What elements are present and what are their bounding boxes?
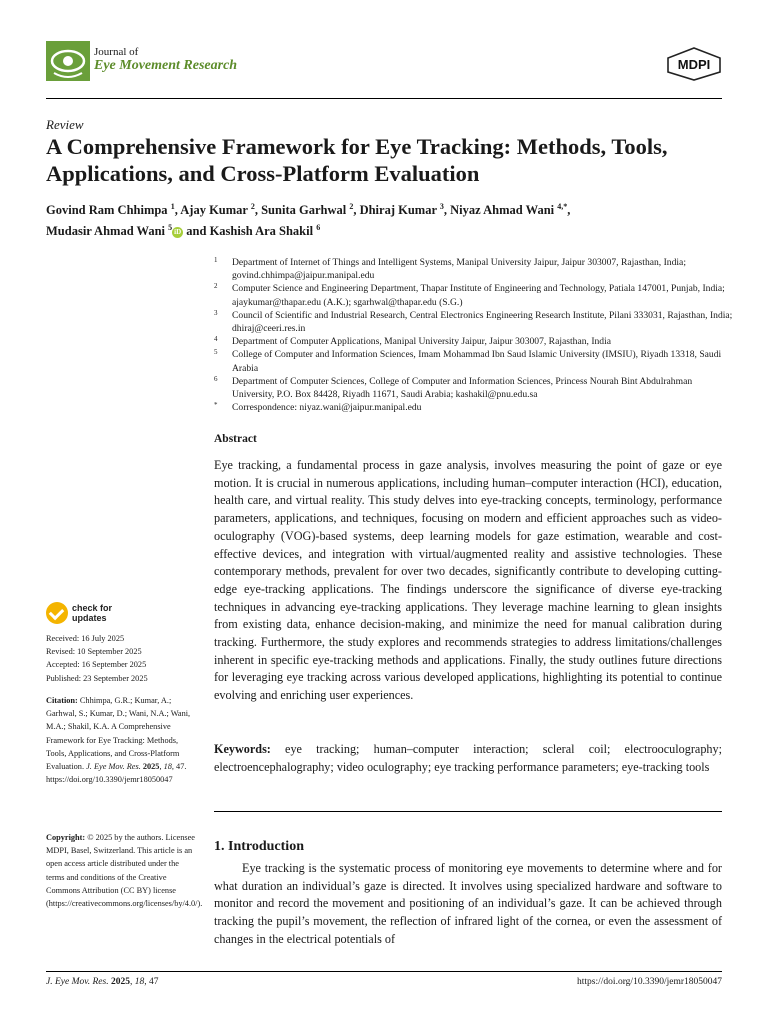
section-divider (214, 811, 722, 812)
author-affiliation-marker: 1 (170, 202, 175, 211)
affiliation-item (214, 348, 734, 374)
affiliation-number: 2 (214, 282, 218, 291)
accepted-date: Accepted: 16 September 2025 (46, 660, 147, 670)
author-affiliation-marker: 2 (250, 202, 255, 211)
author-affiliation-marker: 2 (349, 202, 354, 211)
author-name: Dhiraj Kumar (359, 203, 437, 218)
author-name: Sunita Garhwal (261, 203, 347, 218)
copyright-block (46, 831, 203, 910)
article-title: A Comprehensive Framework for Eye Tracking: Methods, Tools, Applications, and Cross-Platform Evaluation (46, 134, 668, 186)
affiliation-item (214, 282, 734, 308)
author-affiliation-marker: 6 (316, 223, 321, 233)
citation-label: Citation: (46, 696, 78, 705)
copyright-label: Copyright: (46, 833, 86, 842)
affiliation-item (214, 335, 734, 348)
author-affiliation-marker: 5 (168, 223, 173, 233)
journal-of-label: Journal of (94, 46, 139, 58)
footer-divider (46, 971, 722, 972)
author-separator: , (443, 203, 451, 218)
footer-doi-link[interactable]: https://doi.org/10.3390/jemr18050047 (577, 977, 722, 987)
abstract-text: Eye tracking, a fundamental process in gaze analysis, involves measuring the point of gaze or eye motion. It is crucial in numerous applications, including human–computer interaction (HCI), education, health care, and virtual reality. This study delves into eye-tracking concepts, terminology, performance parameters, applications, and techniques, focusing on modern and efficient approaches such as video-oculography (VOG)-based systems, deep learning models for gaze estimation, wearable and cost-effective devices, and integration with virtual/augmented reality and assistive technologies. These contemporary methods, prevalent for over two decades, significantly contribute to developing cutting-edge eye-tracking applications. The findings underscore the significance of diverse eye-tracking techniques in advancing eye-tracking applications. They leverage machine learning to glean insights from existing data, enhance decision-making, and minimize the need for manual calibration during tracking. Furthermore, the study explores and recommends strategies to address limitations/challenges inherent in specific eye-tracking methods and applications. Finally, the study outlines future directions for leveraging eye tracking across various developed applications, highlighting its potential to continue evolving and enriching user experiences. (214, 458, 722, 703)
keywords-label: Keywords: (214, 742, 271, 756)
header-divider (46, 98, 722, 99)
citation-year: 2025 (142, 762, 160, 772)
eye-icon (46, 41, 90, 81)
affiliation-text: College of Computer and Information Sciences, Imam Mohammad Ibn Saud Islamic University (IMSIU), Riyadh 13318, Saudi Arabia (232, 349, 722, 374)
copyright-text: © 2025 by the authors. Licensee MDPI, Basel, Switzerland. This article is an open access article distributed under the terms and conditions of the Creative Commons Attribution (CC BY) license (https://creativecommons.org/licenses/by/4.0/). (46, 833, 203, 909)
abstract-heading: Abstract (214, 433, 257, 445)
affiliation-number: 5 (214, 348, 218, 357)
affiliation-text: Computer Science and Engineering Department, Thapar Institute of Engineering and Technology, Patiala 147001, Punjab, India; ajaykumar@thapar.edu (A.K.); sgarhwal@thapar.edu (S.G.) (232, 283, 725, 308)
affiliation-text: Department of Internet of Things and Intelligent Systems, Manipal University Jaipur, Jaipur 303007, Rajasthan, India; govind.chhimpa@jaipur.manipal.edu (232, 257, 686, 282)
orcid-icon[interactable]: iD (174, 227, 182, 236)
article-type: Review (46, 117, 84, 132)
journal-logo (46, 41, 90, 81)
publication-dates (46, 632, 196, 685)
author-name: Kashish Ara Shakil (209, 224, 314, 239)
author-separator: , (567, 203, 571, 218)
footer-article: , 47 (144, 977, 159, 987)
affiliation-text: Correspondence: niyaz.wani@jaipur.manipal.edu (232, 402, 422, 414)
author-name: Govind Ram Chhimpa (46, 203, 168, 218)
footer-citation: J. Eye Mov. Res. 2025, 18, 47 (46, 977, 159, 987)
affiliation-item (214, 401, 734, 414)
affiliation-number: 6 (214, 374, 218, 383)
citation-volume: 18 (163, 762, 172, 772)
mdpi-hexagon-icon (666, 46, 722, 82)
affiliation-number: 1 (214, 256, 218, 264)
citation-block: Citation: Chhimpa, G.R.; Kumar, A.; Garhwal, S.; Kumar, D.; Wani, N.A.; Wani, M.A.; Shakil, K.A. A Comprehensive Framework for Eye Tracking: Methods, Tools, Applications, and Cross-Platform Evaluation. J. Eye Mov. Res. 2025, 18, 47. https://doi.org/10.3390/jemr18050047 (46, 696, 191, 785)
mdpi-label: MDPI (677, 57, 711, 72)
checkmark-icon (46, 602, 68, 624)
author-separator: , (254, 203, 262, 218)
affiliation-number: * (214, 401, 218, 410)
footer-volume: 18 (134, 977, 145, 987)
author-list (46, 198, 726, 240)
author-separator: , (353, 203, 360, 218)
journal-name: Eye Movement Research (94, 58, 238, 73)
keywords (214, 741, 722, 776)
mdpi-logo[interactable] (666, 46, 722, 82)
affiliation-item (214, 375, 734, 401)
citation-journal: J. Eye Mov. Res. (86, 762, 141, 772)
author-name: Mudasir Ahmad Wani (46, 224, 166, 239)
keywords-text: eye tracking; human–computer interaction; scleral coil; electrooculography; electroencephalography; video oculography; eye tracking performance parameters; eye-tracking tools (214, 742, 722, 774)
citation-text: Chhimpa, G.R.; Kumar, A.; Garhwal, S.; Kumar, D.; Wani, N.A.; Wani, M.A.; Shakil, K.A. A Comprehensive Framework for Eye Tracking: Methods, Tools, Applications, and Cross-Platform Evaluation. (46, 696, 191, 772)
updates-label: updates (72, 613, 107, 623)
footer-journal: J. Eye Mov. Res. (46, 977, 109, 987)
affiliation-text: Department of Computer Applications, Manipal University Jaipur, Jaipur 303007, Rajasthan, India (232, 336, 612, 348)
affiliation-text: Department of Computer Sciences, College of Computer and Information Sciences, Princess Nourah Bint Abdulrahman University, P.O. Box 84428, Riyadh 11671, Saudi Arabia; kashakil@pnu.edu.sa (232, 375, 693, 401)
introduction-text: Eye tracking is the systematic process of monitoring eye movements to determine where and for what duration an individual’s gaze is directed. It involves using specialized hardware and software to monitor and record the movement and positioning of an individual’s gaze. It can be achieved through tracking the pupil’s movement, the reflection of infrared light of the cornea, or even the assessment of changes in the electrical potentials of (214, 861, 722, 946)
affiliation-text: Council of Scientific and Industrial Research, Central Electronics Engineering Research Institute, Pilani 333031, Rajasthan, India; dhiraj@ceeri.res.in (232, 309, 733, 335)
affiliations (214, 256, 734, 414)
author-affiliation-marker: 3 (439, 202, 444, 211)
author-name: Niyaz Ahmad Wani (450, 203, 555, 218)
published-date: Published: 23 September 2025 (46, 673, 148, 683)
affiliation-number: 3 (214, 308, 218, 317)
revised-date: Revised: 10 September 2025 (46, 647, 142, 657)
citation-doi[interactable]: , 47. https://doi.org/10.3390/jemr18050047 (46, 762, 187, 785)
received-date: Received: 16 July 2025 (46, 634, 125, 643)
author-separator: and (183, 224, 210, 239)
affiliation-item (214, 256, 734, 282)
author-affiliation-marker: 4,* (557, 202, 568, 211)
author-separator: , (174, 203, 181, 218)
author-name: Ajay Kumar (180, 203, 248, 218)
check-for-label: check for (72, 603, 113, 613)
affiliation-item (214, 309, 734, 335)
affiliation-number: 4 (214, 335, 218, 344)
section-heading-introduction: 1. Introduction (214, 839, 304, 854)
check-for-updates-button[interactable] (46, 600, 166, 626)
footer-year: 2025 (110, 977, 130, 987)
